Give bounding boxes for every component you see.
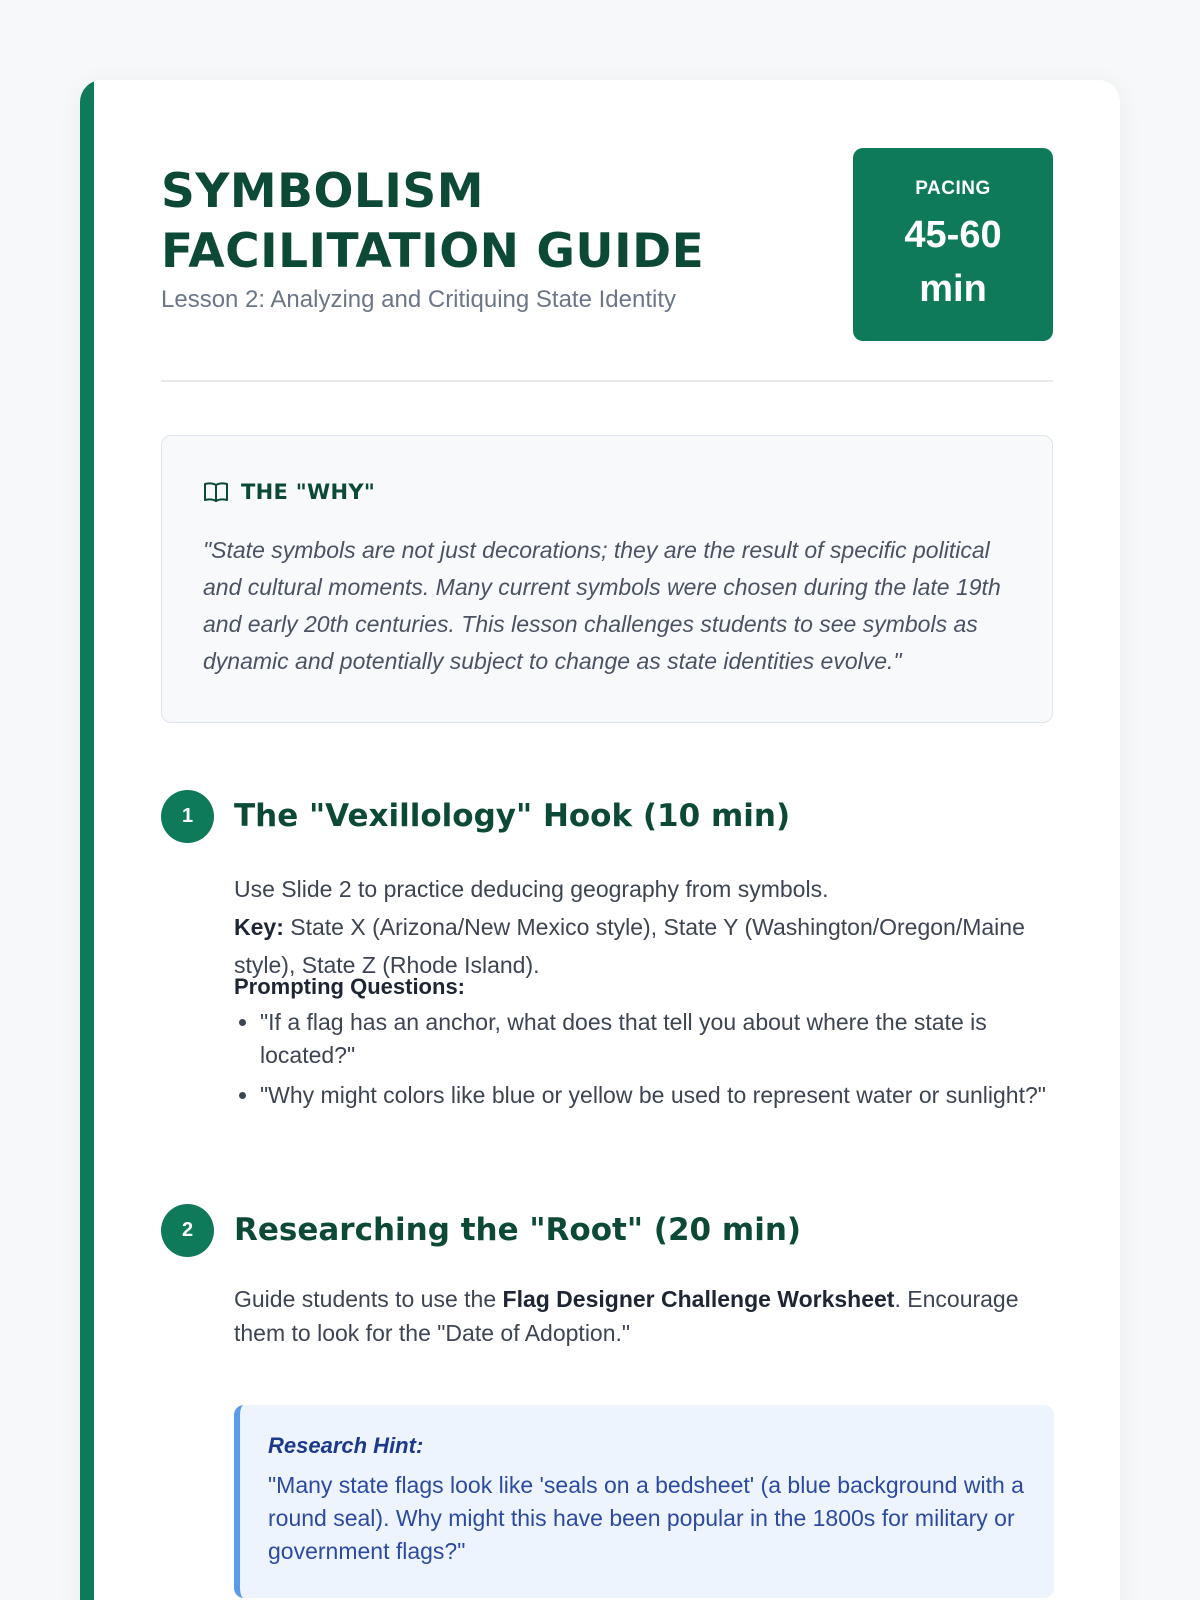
- why-quote: "State symbols are not just decorations; they are the result of specific political and cultural moments. Many current symbols were chosen during the late 19th and early 20th centuries. This lesson challenges students to see symbols as dynamic and potentially subject to change as state identities evolve.": [203, 537, 1001, 674]
- hint-title: Research Hint:: [268, 1433, 424, 1458]
- step-2-intro: [234, 1282, 1054, 1350]
- step-1-intro: [234, 870, 1054, 984]
- lesson-subtitle: Lesson 2: Analyzing and Critiquing State Identity: [161, 286, 676, 313]
- accent-bar: [80, 80, 94, 1600]
- worksheet-name: Flag Designer Challenge Worksheet: [502, 1286, 895, 1312]
- intro-text-end: . Encourage them to look for the "Date of Adoption.": [234, 1286, 1019, 1346]
- research-hint-box: [234, 1405, 1054, 1598]
- step-1-intro-text: Use Slide 2 to practice deducing geography from symbols.: [234, 876, 829, 902]
- why-title: THE "WHY": [241, 480, 376, 504]
- book-icon: [203, 480, 229, 504]
- key-label: Key:: [234, 914, 284, 940]
- page-title: SYMBOLISM FACILITATION GUIDE: [161, 164, 705, 279]
- pacing-value: 45-60 min: [904, 214, 1002, 310]
- guide-card: [80, 80, 1120, 1600]
- header-divider: [161, 380, 1053, 382]
- pacing-badge: [853, 148, 1053, 341]
- prompting-questions-label: Prompting Questions:: [234, 974, 465, 999]
- hint-text: "Many state flags look like 'seals on a bedsheet' (a blue background with a round seal). Why might this have been popular in the 1800s for military or government flags?": [268, 1472, 1024, 1564]
- why-box: [161, 435, 1053, 723]
- list-item: • "If a flag has an anchor, what does that tell you about where the state is located?": [260, 1006, 1054, 1072]
- intro-text-start: Guide students to use the: [234, 1286, 503, 1312]
- guide-header: [161, 80, 1053, 382]
- step-title: The "Vexillology" Hook (10 min): [234, 798, 791, 834]
- step-2-intro-text: [234, 1282, 1054, 1350]
- why-heading: [203, 480, 375, 504]
- step-title: Researching the "Root" (20 min): [234, 1212, 802, 1248]
- pacing-label: PACING: [915, 178, 991, 199]
- step-number-badge: 1: [161, 790, 214, 843]
- list-item: • "Why might colors like blue or yellow be used to represent water or sunlight?": [260, 1079, 1054, 1112]
- questions-list: [234, 1006, 1054, 1112]
- key-text: State X (Arizona/New Mexico style), State Y (Washington/Oregon/Maine style), State Z (Rhode Island).: [234, 914, 1025, 978]
- step-number-badge: 2: [161, 1204, 214, 1257]
- prompting-questions: [234, 972, 1054, 1119]
- card-content: [161, 80, 1053, 1564]
